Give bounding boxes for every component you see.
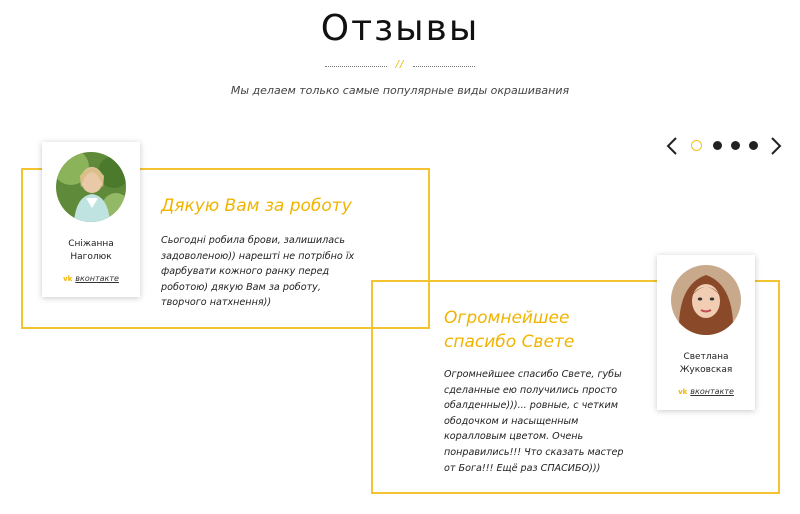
author-first-name: Сніжанна [68, 239, 114, 249]
slider-dot-3[interactable] [731, 141, 740, 150]
author-last-name: Наголюк [70, 252, 112, 262]
author-last-name: Жуковская [679, 365, 733, 375]
avatar [56, 152, 126, 222]
social-link-row[interactable] [657, 387, 755, 396]
slider-dot-4[interactable] [749, 141, 758, 150]
vk-link[interactable]: вконтакте [75, 274, 119, 283]
review-title: Дякую Вам за роботу [161, 196, 352, 216]
title-divider [325, 59, 475, 72]
slider-dot-2[interactable] [713, 141, 722, 150]
divider-slashes: // [395, 59, 405, 70]
author-card [42, 142, 140, 297]
divider-line-right [413, 66, 475, 67]
chevron-right-icon [768, 136, 784, 156]
slider-dot-1[interactable] [691, 140, 702, 151]
review-text: Сьогодні робила брови, залишилась задоволеною)) нарешті не потрібно їх фарбувати кожного ранку перед роботою) дякую Вам за роботу, творчого натхнення)) [161, 235, 355, 309]
author-first-name: Светлана [683, 352, 729, 362]
chevron-left-icon [664, 136, 680, 156]
vk-link[interactable]: вконтакте [690, 387, 734, 396]
social-link-row[interactable] [42, 274, 140, 283]
slider-prev-button[interactable] [664, 136, 680, 156]
avatar [671, 265, 741, 335]
section-subtitle: Мы делаем только самые популярные виды окрашивания [230, 84, 570, 97]
author-name [42, 238, 140, 264]
vk-icon: vk [63, 274, 73, 283]
slider-next-button[interactable] [768, 136, 784, 156]
section-title: Отзывы [320, 8, 480, 49]
review-text: Огромнейшее спасибо Свете, губы сделанные ею получились просто обалденные)))... ровные, с четким ободочком и насыщенным коралловым цветом. Очень понравились!!! Что сказать мастер от Бога!!! Ещё раз СПАСИБО))) [444, 369, 624, 474]
author-name [657, 351, 755, 377]
vk-icon: vk [678, 387, 688, 396]
author-card [657, 255, 755, 410]
review-title: Огромнейшее спасибо Свете [444, 308, 575, 352]
